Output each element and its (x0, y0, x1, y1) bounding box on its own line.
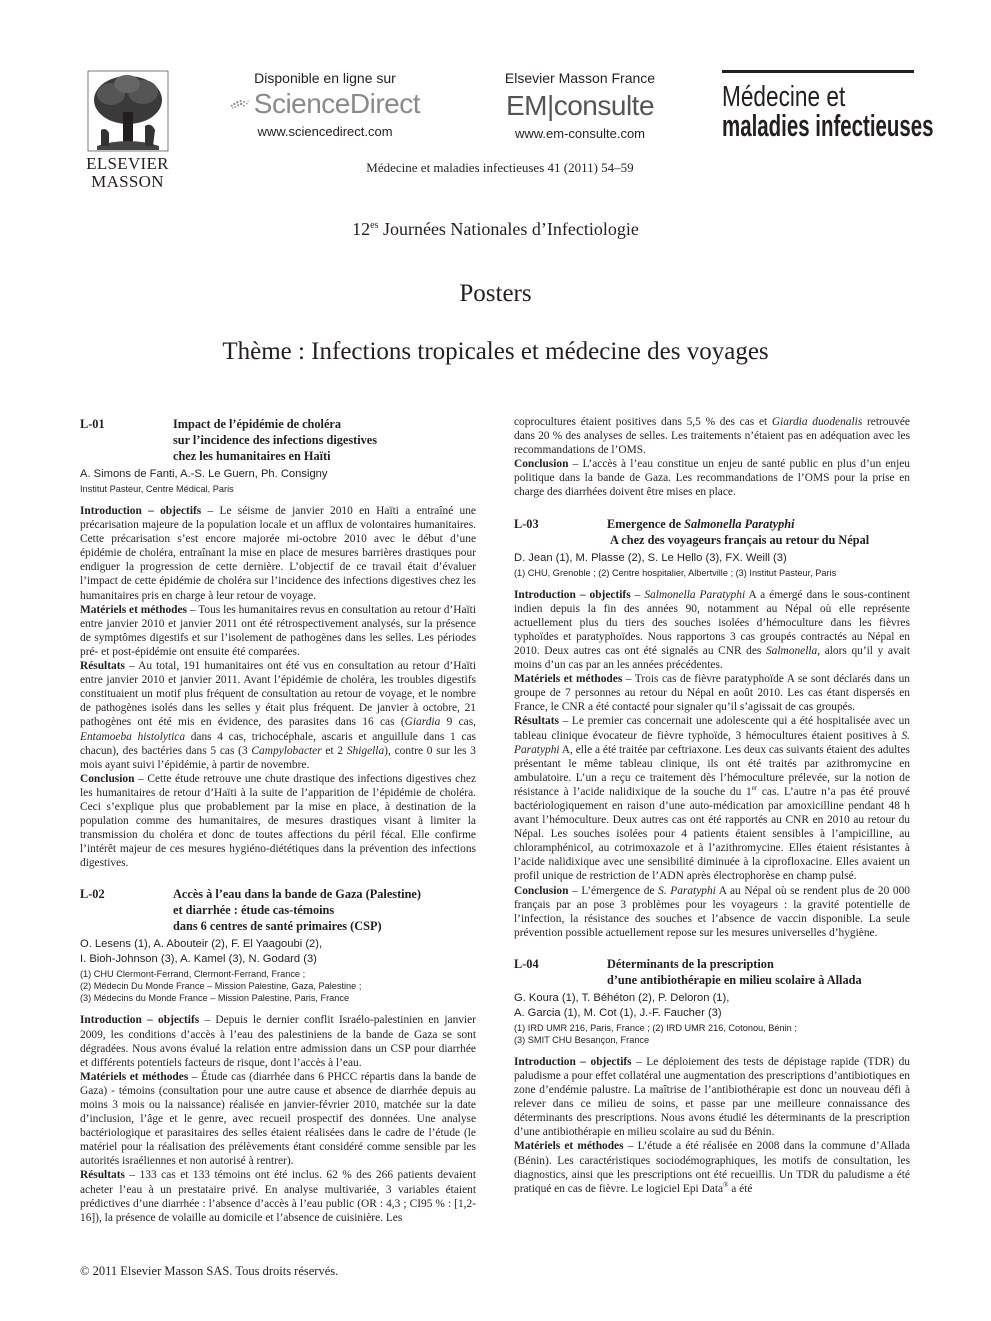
section-label: Conclusion (514, 458, 569, 471)
section-label: Résultats (80, 660, 125, 673)
section-text: – Trois cas de fièvre paratyphoïde A se sont déclarés dans un groupe de 7 personnes au retour du Népal en août 2010. Les cas étant dispersés en France, le CNR a été contacté pour signaler qu’il s’agissait de cas groupés. (514, 673, 910, 714)
species-name: Salmonella Paratyphi (644, 588, 746, 601)
section-text: – Le premier cas concernait une adolescente qui a été hospitalisée avec un tableau clinique évocateur de fièvre typhoïde, 3 hémocultures étaient positives à (514, 715, 910, 742)
authors-line: A. Garcia (1), M. Cot (1), J.-F. Faucher (3) (514, 1006, 722, 1019)
authors-line: G. Koura (1), T. Béhéton (2), P. Deloron (1), (514, 991, 730, 1004)
section-text: – Le déploiement des tests de dépistage rapide (TDR) du paludisme a pour effet collatéral une augmentation des prescriptions d’antibiotiques en zone d’endémie palustre. La maîtrise de l’antibiothérapie est donc un nouveau défi à relever dans ce milieu de soins, et passe par une meilleure connaissance des déterminants des prescriptions. Nous avons étudié les déterminants de la prescription d’une antibiothérapie en milieu scolaire au sud du Bénin. (514, 1055, 910, 1139)
em-brand-right: consulte (553, 90, 655, 121)
abstract-authors (80, 937, 476, 967)
section-title: Posters (459, 280, 532, 307)
species-name: Campylobacter (251, 744, 322, 757)
abstract-title (607, 956, 910, 988)
section-text: – 133 cas et 133 témoins ont été inclus. 62 % des 266 patients devaient acheter l’eau à un prestataire privé. En analyse multivariée, 3 variables étaient prédictives d’une diarrhée : l’absence d’accès à l’eau public (OR : 4,3 ; CI95 % : [1,2-16]), la présence de volaille au domicile et l’absence de cuisinière. Les (80, 1169, 476, 1224)
section-text: – Au total, 191 humanitaires ont été vus en consultation au retour d’Haïti entre janvier 2010 et janvier 2011. Avant l’épidémie de choléra, les troubles digestifs constituaient un motif plus fréquent de consultation au retour de voyage, et le nombre de pathogènes isolés dans les selles y était plus fréquent. De janvier à octobre, 21 pathogènes ont été mis en évidence, des parasites dans 16 cas ( (80, 660, 476, 729)
conference-title (0, 219, 991, 240)
abstract-introduction (80, 504, 476, 603)
section-text: A a émergé dans le sous-continent indien depuis la fin des années 90, notamment au Népal où elle représente actuellement plus du tiers des souches isolées d’hémoculture dans les fièvres typhoïdes et paratyphoïdes. Nous rapportons 3 cas groupés contractés au Népal en 2010. Deux autres cas ont été signalés au CNR des (514, 588, 910, 657)
conference-number: 12 (352, 219, 371, 239)
sciencedirect-brand (230, 88, 420, 120)
ordinal-suffix: er (751, 784, 758, 793)
abstract-title-line: Déterminants de la prescription (607, 956, 774, 971)
abstract-title-line: d’une antibiothérapie en milieu scolaire à Allada (607, 972, 862, 987)
abstract-header-l03 (514, 516, 910, 548)
abstract-header-l01 (80, 416, 476, 464)
abstract-title (607, 516, 910, 548)
abstract-conclusion (80, 772, 476, 871)
sciencedirect-block (230, 70, 420, 139)
species-name: S. Paratyphi (658, 884, 716, 897)
sciencedirect-dots-icon (230, 93, 250, 115)
abstract-title (173, 416, 476, 464)
abstract-introduction (80, 1013, 476, 1069)
section-text: cas. L’autre n’a pas été prouvé bactériologiquement en raison d’une auto-médication par amoxicilline pendant 48 h avant l’hémoculture. Deux autres cas ont été rapportés au CNR en 2010 au retour du Népal. Les souches isolées pour 4 patients étaient sensibles à l’ampicilline, au chloramphénicol, au cotrimoxazole et à l’azithromycine. Elles étaient résistantes à l’acide nalidixique avec une sensibilité diminuée à la ciprofloxacine. Elles avaient un profil unique de restriction de l’ADN après électrophorèse en champ pulsé. (514, 785, 910, 883)
abstract-methods (80, 1070, 476, 1169)
authors-line: I. Bioh-Johnson (3), A. Kamel (3), N. Godard (3) (80, 953, 317, 966)
abstract-affiliations (514, 1022, 910, 1046)
em-publisher-label: Elsevier Masson France (504, 70, 656, 86)
abstract-header-l02 (80, 886, 476, 934)
title-text: Emergence de (607, 516, 685, 531)
affiliation-line: (1) CHU Clermont-Ferrand, Clermont-Ferrand, France ; (80, 969, 306, 980)
sciencedirect-url: www.sciencedirect.com (257, 124, 393, 139)
species-name: Giardia (404, 716, 441, 729)
section-text: – L’accès à l’eau constitue un enjeu de santé public en plus d’un enjeu politique dans la bande de Gaza. Les recommandations de l’OMS pour la prise en charge des diarrhées doivent être mises en place. (514, 458, 910, 499)
abstract-results (80, 659, 476, 772)
abstract-title-line: Accès à l’eau dans la bande de Gaza (Palestine) (173, 887, 421, 902)
abstract-title (173, 886, 476, 934)
section-label: Introduction – objectifs (80, 505, 202, 517)
abstract-methods (80, 603, 476, 659)
section-label: Conclusion (80, 772, 135, 785)
section-label: Introduction – objectifs (514, 588, 631, 601)
journal-logo-line1: Médecine et (722, 81, 846, 113)
conference-name: Journées Nationales d’Infectiologie (378, 219, 639, 239)
section-label: Introduction – objectifs (514, 1055, 632, 1068)
affiliation-line: (1) IRD UMR 216, Paris, France ; (2) IRD UMR 216, Cotonou, Bénin ; (514, 1022, 797, 1033)
section-text: – L’étude a été réalisée en 2008 dans la commune d’Allada (Bénin). Les caractéristiques sociodémographiques, les motifs de consultation, les diagnostics, ainsi que les prescriptions ont été recueillis. Un TDR du paludisme a été pratiqué en cas de fièvre. Le logiciel Epi Data (514, 1140, 911, 1195)
elsevier-wordmark: ELSEVIER (86, 154, 169, 173)
elsevier-tree-icon (87, 70, 169, 152)
section-text: coprocultures étaient positives dans 5,5 % des cas et (514, 416, 772, 428)
abstract-affiliations (80, 968, 476, 1004)
abstract-affiliations: Institut Pasteur, Centre Médical, Paris (80, 484, 234, 494)
abstract-title-line: sur l’incidence des infections digestives (173, 433, 378, 447)
species-name: Entamoeba histolytica (80, 730, 186, 743)
journal-logo-rule (722, 70, 914, 73)
section-label: Résultats (514, 715, 559, 728)
section-label: Matériels et méthodes (80, 1070, 189, 1083)
copyright-footer: © 2011 Elsevier Masson SAS. Tous droits réservés. (80, 1264, 339, 1278)
section-label: Matériels et méthodes (514, 673, 623, 686)
abstract-methods (514, 1139, 910, 1195)
section-text: – L’émergence de (568, 884, 659, 897)
abstract-code: L-03 (514, 516, 539, 531)
abstract-title-line: A chez des voyageurs français au retour du Népal (610, 532, 870, 547)
abstract-code: L-02 (80, 887, 105, 902)
abstract-conclusion (514, 457, 910, 499)
section-text: et 2 (321, 744, 347, 757)
em-brand-left: EM (505, 90, 547, 121)
journal-logo-line2: maladies infectieuses (722, 108, 934, 143)
abstract-conclusion (514, 884, 910, 940)
species-name: S. Paratyphi (514, 729, 910, 756)
masson-wordmark: MASSON (91, 172, 164, 191)
species-name: Shigella (346, 744, 385, 757)
theme-title: Thème : Infections tropicales et médecine des voyages (222, 338, 769, 365)
section-text: – (630, 588, 645, 601)
abstract-authors: D. Jean (1), M. Plasse (2), S. Le Hello (3), FX. Weill (3) (514, 551, 787, 564)
abstract-code: L-04 (514, 956, 539, 971)
abstract-introduction (514, 588, 910, 673)
section-text: – Tous les humanitaires revus en consultation au retour d’Haïti entre janvier 2010 et janvier 2011 ont été rétrospectivement analysés, sur la présence de symptômes digestifs et sur l’isolement de pathogènes dans les selles. Les périodes pré- et post-épidémie ont ensuite été comparées. (80, 603, 476, 658)
abstract-methods (514, 672, 910, 714)
section-text: – Le séisme de janvier 2010 en Haïti a entraîné une précarisation majeure de la population locale et un afflux de volontaires humanitaires. Cette précarisation s’est encore majorée mi-octobre 2010 avec le début d’une épidémie de choléra, entraînant la mise en place de mesures barrières drastiques pour endiguer la progression de cette dernière. L’objectif de ce travail était d’évaluer l’impact de cette épidémie de choléra sur l’incidence des infections digestives chez les humanitaires pris en charge à leur retour de voyage. (80, 505, 476, 602)
section-text: – Étude cas (diarrhée dans 6 PHCC répartis dans la bande de Gaza) - témoins (consultation pour une autre cause et absence de diarrhée depuis au moins 3 mois ou la naissance) réalisée en janvier-février 2010, matchée sur la date d’inclusion, l’âge et le genre, avec recueil prospectif des données. Une analyse bactériologique et parasitaires des selles étaient réalisées dans le cadre de l’étude (le matériel pour la réalisation des prélèvements étant considéré comme sensible par les autorités israéliennes et non autorisé à rentrer). (80, 1070, 476, 1168)
section-label: Conclusion (514, 884, 569, 897)
emconsulte-block (490, 70, 670, 141)
section-text: , alors qu’il y avait moins d’un cas par an les années précédentes. (514, 644, 911, 672)
abstract-title-line (607, 516, 910, 532)
section-text: A, elle a été traitée par ceftriaxone. Les deux cas suivants étaient des adultes présentant le même tableau clinique, ils ont été traités par azithromycine en ambulatoire. L’un a reçu ce traitement dès l’hémoculture prélevée, sur la notion de résistance à l’acide nalidixique de la souche du 1 (514, 743, 910, 798)
section-text: A au Népal où se rendent plus de 20 000 français par an pose 3 problèmes pour les voyageurs : la gravité potentielle de l’infection, la résistance des souches et l’absence de vaccin disponible. La seule prévention possible actuellement repose sur les mesures universelles d’hygiène. (514, 884, 910, 939)
section-label: Matériels et méthodes (514, 1140, 624, 1153)
section-text: – Depuis le dernier conflit Israélo-palestinien en janvier 2009, les conditions d’accès à l’eau des palestiniens de la bande de Gaza se sont dégradées. Nous avons évalué la relation entre admission dans un CSP pour diarrhée et différents potentiels facteurs de risque, dont l’accès à l’eau. (80, 1014, 476, 1069)
section-text: retrouvée dans 20 % des analyses de selles. Les traitements n’étaient pas en adéquation avec les recommandations de l’OMS. (514, 416, 910, 457)
emconsulte-wordmark: EM|consulte (505, 90, 655, 121)
abstract-code: L-01 (80, 417, 105, 431)
abstract-title-line: et diarrhée : étude cas-témoins (173, 903, 335, 918)
left-column (80, 416, 476, 1225)
species-name: Giardia duodenalis (771, 416, 863, 428)
abstract-title-line: chez les humanitaires en Haïti (173, 449, 331, 463)
section-text: a été (728, 1182, 753, 1195)
abstract-title-line: Impact de l’épidémie de choléra (173, 417, 342, 431)
abstract-authors: A. Simons de Fanti, A.-S. Le Guern, Ph. Consigny (80, 468, 328, 480)
abstract-introduction (514, 1055, 910, 1140)
abstract-results (514, 714, 910, 883)
affiliation-line: (3) Médecins du Monde France – Mission Palestine, Paris, France (80, 993, 350, 1004)
section-text: dans 4 cas, trichocéphale, ascaris et anguillule dans 1 cas chacun), des bactéries dans 5 cas (3 (80, 730, 476, 757)
abstract-results-continued (514, 415, 910, 457)
abstract-authors (514, 991, 910, 1021)
journal-citation: Médecine et maladies infectieuses 41 (2011) 54–59 (366, 160, 634, 175)
species-name: Salmonella (765, 644, 818, 657)
abstract-results (80, 1168, 476, 1224)
authors-line: O. Lesens (1), A. Abouteir (2), F. El Yaagoubi (2), (80, 938, 323, 951)
species-name: Salmonella Paratyphi (684, 516, 795, 531)
sciencedirect-available-label: Disponible en ligne sur (254, 70, 396, 86)
affiliation-line: (2) Médecin Du Monde France – Mission Palestine, Gaza, Palestine ; (80, 981, 362, 992)
registered-mark: ® (723, 1180, 729, 1189)
abstract-header-l04 (514, 956, 910, 988)
elsevier-logo (80, 70, 175, 191)
right-column (514, 415, 910, 1196)
conference-number-suffix: es (370, 220, 379, 231)
section-text: – Cette étude retrouve une chute drastique des infections digestives chez les humanitaires de retour d’Haïti à la suite de l’apparition de l’épidémie de choléra. Ceci s’explique plus que probablement par la mise en place, à destination de la population comme des humanitaires, de mesures drastiques visant à limiter la transmission du choléra et donc de toutes affections du péril fécal. Elle confirme l’intérêt majeur de ces mesures hygiéno-diététiques dans la prévention des infections digestives. (80, 772, 476, 870)
affiliation-line: (3) SMIT CHU Besançon, France (514, 1034, 650, 1045)
abstract-affiliations: (1) CHU, Grenoble ; (2) Centre hospitalier, Albertville ; (3) Institut Pasteur, Paris (514, 567, 837, 578)
emconsulte-url: www.em-consulte.com (514, 126, 646, 141)
section-label: Matériels et méthodes (80, 603, 187, 616)
abstract-title-line: dans 6 centres de santé primaires (CSP) (173, 919, 382, 934)
sciencedirect-wordmark: ScienceDirect (253, 88, 420, 119)
section-label: Introduction – objectifs (80, 1014, 200, 1027)
section-label: Résultats (80, 1169, 125, 1182)
section-text: ), contre 0 sur les 3 mois ayant suivi l’épidémie, à partir de novembre. (80, 744, 476, 771)
journal-logo (722, 70, 934, 143)
section-text: 9 cas, (440, 716, 476, 729)
